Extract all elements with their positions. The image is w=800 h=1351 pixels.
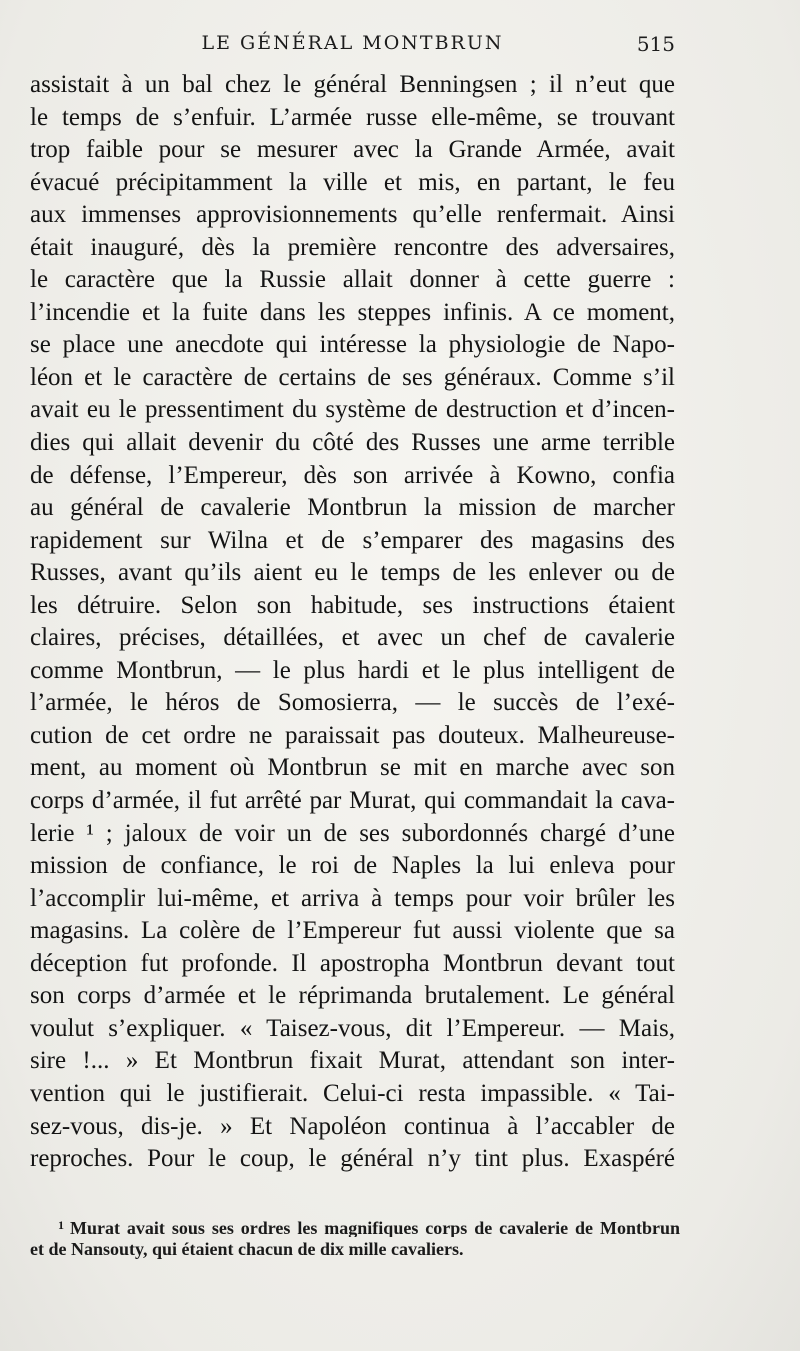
text-line: mission de confiance, le roi de Naples la lui enleva pour: [30, 852, 675, 880]
text-line: magasins. La colère de l’Empereur fut aussi violente que sa: [30, 917, 675, 945]
text-line: comme Montbrun, — le plus hardi et le plus intelligent de: [30, 656, 675, 684]
text-line: corps d’armée, il fut arrêté par Murat, qui commandait la cava-: [30, 787, 675, 815]
text-line: reproches. Pour le coup, le général n’y tint plus. Exaspéré: [30, 1145, 675, 1173]
text-line: évacué précipitamment la ville et mis, en partant, le feu: [30, 168, 675, 196]
text-line: trop faible pour se mesurer avec la Grande Armée, avait: [30, 136, 675, 164]
text-line: sez-vous, dis-je. » Et Napoléon continua à l’accabler de: [30, 1112, 675, 1140]
text-line: se place une anecdote qui intéresse la physiologie de Napo-: [30, 331, 675, 359]
footnote-line: [30, 1213, 680, 1237]
footnote-marker: 1: [58, 1218, 64, 1232]
text-line: le temps de s’enfuir. L’armée russe elle-même, se trouvant: [30, 103, 675, 131]
text-line: les détruire. Selon son habitude, ses instructions étaient: [30, 591, 675, 619]
page-number: 515: [636, 32, 675, 56]
text-line: aux immenses approvisionnements qu’elle renfermait. Ainsi: [30, 201, 675, 229]
text-line: au général de cavalerie Montbrun la mission de marcher: [30, 494, 675, 522]
text-line: l’accomplir lui-même, et arriva à temps pour voir brûler les: [30, 884, 675, 912]
text-line: ment, au moment où Montbrun se mit en marche avec son: [30, 754, 675, 782]
footnote-line: et de Nansouty, qui étaient chacun de dix mille cavaliers.: [30, 1239, 464, 1259]
text-line: sire !... » Et Montbrun fixait Murat, attendant son inter-: [30, 1047, 675, 1075]
text-line: avait eu le pressentiment du système de destruction et d’incen-: [30, 396, 675, 424]
text-line: assistait à un bal chez le général Benningsen ; il n’eut que: [30, 71, 675, 98]
text-line: Russes, avant qu’ils aient eu le temps de les enlever ou de: [30, 559, 675, 587]
text-line: rapidement sur Wilna et de s’emparer des magasins des: [30, 526, 675, 554]
text-line: léon et le caractère de certains de ses généraux. Comme s’il: [30, 363, 675, 391]
text-line: était inauguré, dès la première rencontre des adversaires,: [30, 233, 675, 261]
text-line: voulut s’expliquer. « Taisez-vous, dit l’Empereur. — Mais,: [30, 1014, 675, 1042]
footnote-text: Murat avait sous ses ordres les magnifiques corps de cavalerie de Montbrun: [70, 1218, 680, 1237]
text-line: vention qui le justifierait. Celui-ci resta impassible. « Tai-: [30, 1079, 675, 1107]
running-header: [30, 30, 675, 60]
text-line: le caractère que la Russie allait donner à cette guerre :: [30, 266, 675, 294]
footnote: [30, 1213, 680, 1261]
text-line: déception fut profonde. Il apostropha Montbrun devant tout: [30, 949, 675, 977]
text-line: son corps d’armée et le réprimanda brutalement. Le général: [30, 982, 675, 1010]
text-line: claires, précises, détaillées, et avec un chef de cavalerie: [30, 624, 675, 652]
body-text: [30, 69, 675, 1176]
text-line: l’armée, le héros de Somosierra, — le succès de l’exé-: [30, 689, 675, 717]
text-line: l’incendie et la fuite dans les steppes infinis. A ce moment,: [30, 298, 675, 326]
text-line: lerie ¹ ; jaloux de voir un de ses subordonnés chargé d’une: [30, 819, 675, 847]
text-line: dies qui allait devenir du côté des Russes une arme terrible: [30, 429, 675, 457]
running-title: LE GÉNÉRAL MONTBRUN: [201, 32, 504, 54]
text-line: de défense, l’Empereur, dès son arrivée à Kowno, confia: [30, 461, 675, 489]
text-line: cution de cet ordre ne paraissait pas douteux. Malheureuse-: [30, 721, 675, 749]
